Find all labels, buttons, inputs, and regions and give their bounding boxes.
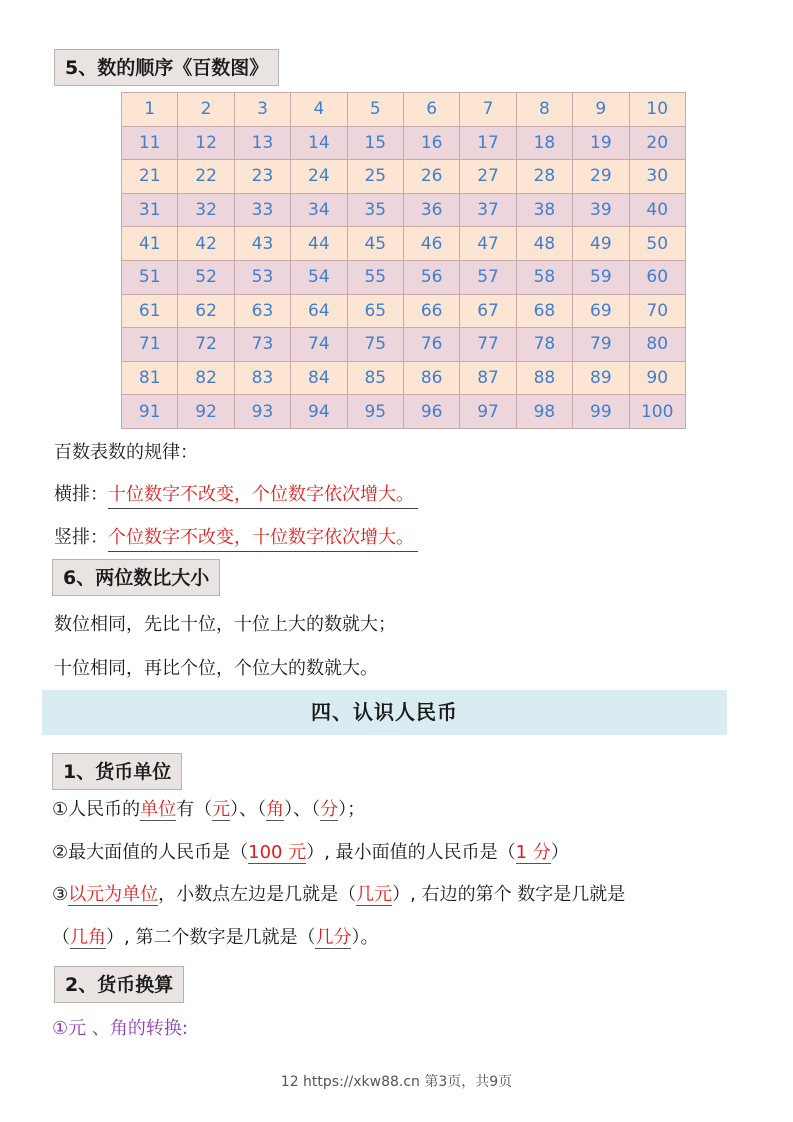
grid-cell: 48 [516, 227, 572, 261]
grid-cell: 86 [403, 361, 459, 395]
text-segment: ）, 最小面值的人民币是（ [306, 842, 516, 863]
hundred-chart-table [121, 92, 686, 429]
grid-cell: 91 [122, 395, 178, 429]
grid-cell: 83 [234, 361, 290, 395]
text-segment: ）。 [351, 927, 379, 948]
grid-cell: 82 [178, 361, 234, 395]
grid-cell: 90 [629, 361, 685, 395]
grid-cell: 61 [122, 294, 178, 328]
grid-cell: 78 [516, 328, 572, 362]
grid-cell: 21 [122, 160, 178, 194]
column-rule-label: 竖排： [54, 527, 108, 548]
grid-cell: 4 [291, 93, 347, 127]
answer-how-many-yuan: 几元 [356, 884, 393, 905]
answer-fen: 分 [320, 799, 339, 820]
grid-cell: 96 [403, 395, 459, 429]
grid-cell: 74 [291, 328, 347, 362]
row-rule-answer: 十位数字不改变，个位数字依次增大。 [108, 482, 418, 509]
grid-cell: 79 [573, 328, 629, 362]
currency-conversion-heading: 2、货币换算 [54, 966, 184, 1003]
column-rule [54, 525, 418, 552]
grid-cell: 1 [122, 93, 178, 127]
grid-cell: 18 [516, 126, 572, 160]
answer-unit: 单位 [140, 799, 177, 820]
grid-cell: 11 [122, 126, 178, 160]
grid-row [122, 126, 686, 160]
grid-cell: 35 [347, 193, 403, 227]
grid-cell: 10 [629, 93, 685, 127]
grid-cell: 62 [178, 294, 234, 328]
grid-cell: 5 [347, 93, 403, 127]
grid-cell: 38 [516, 193, 572, 227]
grid-cell: 87 [460, 361, 516, 395]
text-segment: ）, 第二个数字是几就是（ [106, 927, 316, 948]
grid-cell: 69 [573, 294, 629, 328]
answer-yuan-as-unit: 以元为单位 [68, 884, 159, 905]
grid-cell: 20 [629, 126, 685, 160]
grid-cell: 60 [629, 260, 685, 294]
text-segment: （ [52, 927, 70, 948]
grid-cell: 15 [347, 126, 403, 160]
grid-cell: 50 [629, 227, 685, 261]
grid-cell: 53 [234, 260, 290, 294]
text-segment: ①人民币的 [52, 799, 141, 820]
grid-cell: 77 [460, 328, 516, 362]
grid-cell: 45 [347, 227, 403, 261]
grid-cell: 37 [460, 193, 516, 227]
grid-row [122, 294, 686, 328]
grid-cell: 43 [234, 227, 290, 261]
grid-cell: 80 [629, 328, 685, 362]
grid-cell: 42 [178, 227, 234, 261]
grid-cell: 28 [516, 160, 572, 194]
rules-title: 百数表数的规律： [54, 442, 198, 463]
answer-how-many-fen: 几分 [315, 927, 352, 948]
section-5-heading: 5、数的顺序《百数图》 [54, 49, 279, 86]
grid-cell: 66 [403, 294, 459, 328]
grid-cell: 13 [234, 126, 290, 160]
grid-cell: 39 [573, 193, 629, 227]
grid-cell: 72 [178, 328, 234, 362]
grid-cell: 63 [234, 294, 290, 328]
grid-cell: 95 [347, 395, 403, 429]
grid-cell: 23 [234, 160, 290, 194]
currency-units-heading: 1、货币单位 [52, 753, 182, 790]
section-6-heading: 6、两位数比大小 [52, 559, 220, 596]
answer-jiao: 角 [266, 799, 285, 820]
answer-yuan: 元 [212, 799, 231, 820]
grid-cell: 47 [460, 227, 516, 261]
grid-cell: 2 [178, 93, 234, 127]
text-segment: ） [550, 842, 569, 863]
units-line-4 [52, 925, 378, 951]
grid-cell: 16 [403, 126, 459, 160]
grid-row [122, 93, 686, 127]
grid-cell: 58 [516, 260, 572, 294]
units-line-1 [52, 797, 365, 823]
text-segment: ）、（ [230, 799, 267, 820]
grid-cell: 97 [460, 395, 516, 429]
grid-cell: 64 [291, 294, 347, 328]
answer-how-many-jiao: 几角 [70, 927, 106, 948]
grid-cell: 32 [178, 193, 234, 227]
grid-cell: 70 [629, 294, 685, 328]
grid-cell: 59 [573, 260, 629, 294]
grid-cell: 52 [178, 260, 234, 294]
grid-cell: 92 [178, 395, 234, 429]
compare-rule-1: 数位相同，先比十位，十位上大的数就大； [54, 614, 396, 635]
grid-cell: 17 [460, 126, 516, 160]
grid-row [122, 227, 686, 261]
grid-cell: 67 [460, 294, 516, 328]
grid-cell: 99 [573, 395, 629, 429]
answer-min-denomination: 1 分 [515, 842, 551, 863]
text-segment: 有（ [176, 799, 213, 820]
grid-cell: 34 [291, 193, 347, 227]
row-rule [54, 482, 418, 509]
grid-cell: 51 [122, 260, 178, 294]
grid-cell: 75 [347, 328, 403, 362]
answer-max-denomination: 100 元 [248, 842, 307, 863]
grid-cell: 36 [403, 193, 459, 227]
grid-cell: 68 [516, 294, 572, 328]
grid-cell: 85 [347, 361, 403, 395]
grid-cell: 26 [403, 160, 459, 194]
grid-cell: 44 [291, 227, 347, 261]
grid-cell: 54 [291, 260, 347, 294]
units-line-2 [52, 840, 569, 866]
grid-row [122, 260, 686, 294]
grid-cell: 14 [291, 126, 347, 160]
grid-row [122, 361, 686, 395]
grid-cell: 93 [234, 395, 290, 429]
column-rule-answer: 个位数字不改变，十位数字依次增大。 [108, 525, 418, 552]
grid-cell: 89 [573, 361, 629, 395]
grid-row [122, 395, 686, 429]
compare-rule-2: 十位相同，再比个位，个位大的数就大。 [54, 658, 378, 679]
grid-row [122, 160, 686, 194]
grid-cell: 81 [122, 361, 178, 395]
grid-row [122, 193, 686, 227]
text-segment: ，小数点左边是几就是（ [158, 884, 357, 905]
grid-cell: 100 [629, 395, 685, 429]
grid-cell: 25 [347, 160, 403, 194]
grid-cell: 7 [460, 93, 516, 127]
grid-cell: 12 [178, 126, 234, 160]
conversion-subheading: ①元 、角的转换: [52, 1018, 188, 1039]
grid-cell: 76 [403, 328, 459, 362]
grid-cell: 65 [347, 294, 403, 328]
grid-cell: 8 [516, 93, 572, 127]
row-rule-label: 横排： [54, 484, 108, 505]
grid-cell: 31 [122, 193, 178, 227]
grid-cell: 6 [403, 93, 459, 127]
grid-cell: 84 [291, 361, 347, 395]
text-segment: ）； [338, 799, 366, 820]
text-segment: ）、（ [284, 799, 321, 820]
text-segment: ②最大面值的人民币是（ [52, 842, 249, 863]
grid-cell: 33 [234, 193, 290, 227]
grid-row [122, 328, 686, 362]
grid-cell: 27 [460, 160, 516, 194]
grid-cell: 22 [178, 160, 234, 194]
grid-cell: 98 [516, 395, 572, 429]
grid-cell: 49 [573, 227, 629, 261]
grid-cell: 71 [122, 328, 178, 362]
grid-cell: 55 [347, 260, 403, 294]
grid-cell: 46 [403, 227, 459, 261]
grid-cell: 88 [516, 361, 572, 395]
text-segment: ③ [52, 884, 69, 905]
grid-cell: 73 [234, 328, 290, 362]
grid-cell: 30 [629, 160, 685, 194]
grid-cell: 57 [460, 260, 516, 294]
grid-cell: 9 [573, 93, 629, 127]
grid-cell: 24 [291, 160, 347, 194]
grid-cell: 40 [629, 193, 685, 227]
grid-cell: 94 [291, 395, 347, 429]
grid-cell: 56 [403, 260, 459, 294]
chapter-4-banner: 四、认识人民币 [42, 690, 727, 735]
grid-cell: 41 [122, 227, 178, 261]
page-footer: 12 https://xkw88.cn 第3页，共9页 [280, 1074, 513, 1090]
text-segment: ）, 右边的第个 数字是几就是 [392, 884, 626, 905]
grid-cell: 3 [234, 93, 290, 127]
units-line-3 [52, 882, 625, 908]
grid-cell: 29 [573, 160, 629, 194]
grid-cell: 19 [573, 126, 629, 160]
